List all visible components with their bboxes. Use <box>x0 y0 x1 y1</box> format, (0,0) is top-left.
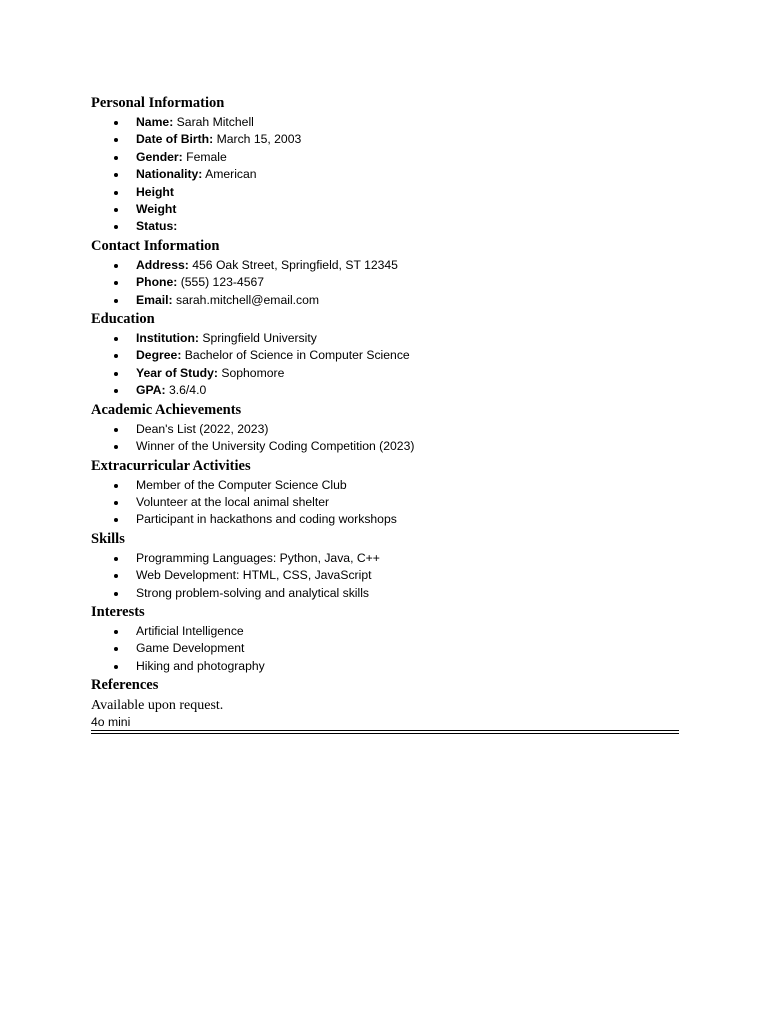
list-item <box>91 330 679 347</box>
section-title-education: Education <box>91 311 155 328</box>
item-value: Bachelor of Science in Computer Science <box>184 348 410 363</box>
horizontal-rule <box>91 730 679 734</box>
interests-list <box>91 623 679 675</box>
list-item <box>91 114 679 131</box>
references-text: Available upon request. <box>91 698 224 714</box>
item-value: Sophomore <box>221 365 285 380</box>
list-item <box>91 274 679 291</box>
list-item: Game Development <box>91 640 679 657</box>
item-value: 456 Oak Street, Springfield, ST 12345 <box>192 257 398 272</box>
list-item <box>91 131 679 148</box>
list-item: Dean's List (2022, 2023) <box>91 421 679 438</box>
item-label: Phone: <box>136 275 178 290</box>
list-item: Programming Languages: Python, Java, C++ <box>91 550 679 567</box>
extracurricular-list <box>91 477 679 529</box>
list-item: Member of the Computer Science Club <box>91 477 679 494</box>
item-value: sarah.mitchell@email.com <box>175 292 320 307</box>
list-item <box>91 292 679 309</box>
item-value: 3.6/4.0 <box>168 383 207 398</box>
list-item: Strong problem-solving and analytical skills <box>91 585 679 602</box>
section-title-personal: Personal Information <box>91 95 225 111</box>
item-label: Address: <box>136 257 189 272</box>
section-title-extracurricular: Extracurricular Activities <box>91 457 251 474</box>
item-label: Gender: <box>136 149 183 164</box>
section-title-achievements: Academic Achievements <box>91 401 242 418</box>
item-value: Springfield University <box>202 331 317 346</box>
list-item <box>91 365 679 382</box>
list-item <box>91 347 679 364</box>
list-item: Volunteer at the local animal shelter <box>91 494 679 511</box>
list-item: Winner of the University Coding Competition (2023) <box>91 438 679 455</box>
item-label: Institution: <box>136 331 199 346</box>
section-title-contact: Contact Information <box>91 237 220 254</box>
item-label: Name: <box>136 115 174 129</box>
item-label: Nationality: <box>136 167 203 182</box>
item-label: Degree: <box>136 348 182 363</box>
list-item <box>91 382 679 399</box>
item-value: Female <box>186 149 227 164</box>
education-list <box>91 330 679 400</box>
section-title-skills: Skills <box>91 530 125 547</box>
list-item <box>91 184 679 201</box>
item-label: Date of Birth: <box>136 132 214 147</box>
footer-note: 4o mini <box>91 715 131 730</box>
resume-content <box>91 93 679 734</box>
item-label: GPA: <box>136 383 166 398</box>
list-item <box>91 257 679 274</box>
item-value: March 15, 2003 <box>216 132 302 147</box>
list-item: Hiking and photography <box>91 658 679 675</box>
section-title-references: References <box>91 677 159 694</box>
list-item <box>91 218 679 235</box>
personal-info-list <box>91 114 679 236</box>
list-item: Participant in hackathons and coding workshops <box>91 511 679 528</box>
list-item: Web Development: HTML, CSS, JavaScript <box>91 567 679 584</box>
list-item <box>91 166 679 183</box>
item-label: Weight <box>136 202 177 217</box>
item-label: Height <box>136 184 174 199</box>
item-label: Status: <box>136 219 178 234</box>
item-value: American <box>205 167 257 182</box>
item-value: Sarah Mitchell <box>176 115 254 129</box>
achievements-list <box>91 421 679 456</box>
list-item <box>91 201 679 218</box>
list-item: Artificial Intelligence <box>91 623 679 640</box>
skills-list <box>91 550 679 602</box>
item-label: Email: <box>136 292 173 307</box>
item-label: Year of Study: <box>136 365 218 380</box>
contact-info-list <box>91 257 679 309</box>
item-value: (555) 123-4567 <box>180 275 265 290</box>
section-title-interests: Interests <box>91 603 145 620</box>
list-item <box>91 149 679 166</box>
